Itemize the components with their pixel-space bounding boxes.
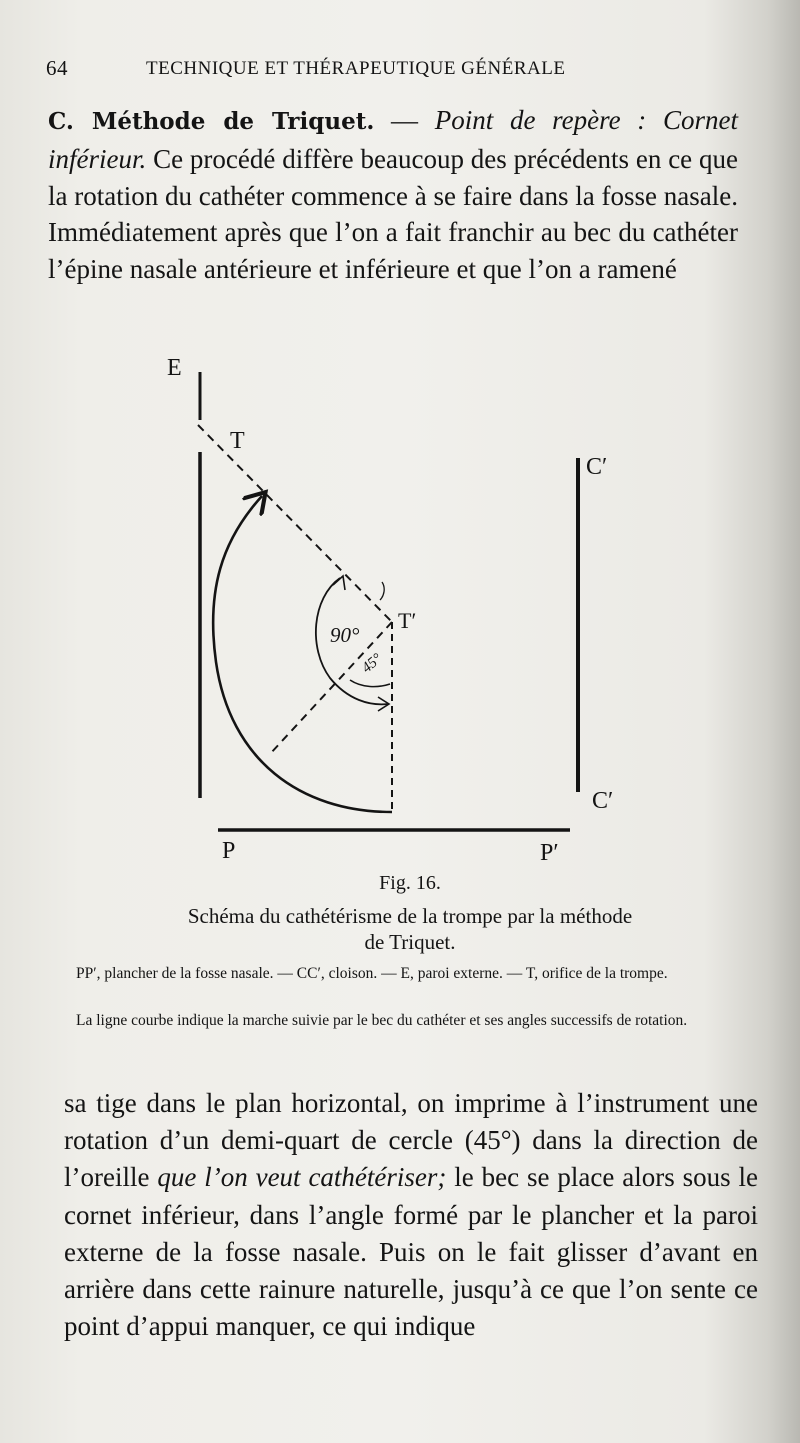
running-title: TECHNIQUE ET THÉRAPEUTIQUE GÉNÉRALE (146, 58, 566, 79)
catheter-path-arc (213, 496, 392, 812)
angle-45-arc (350, 680, 390, 687)
paragraph-continuation (64, 1085, 758, 1345)
label-T-prime: T′ (398, 608, 417, 633)
continuation-text-b: le bec se place alors sous le cornet inférieur, dans l’angle formé par le plancher et la paroi externe de la fosse nasale. Puis on le fait glisser d’avant en arrière dans cette rainure naturelle, jusqu’à ce que l’on sente ce point d’appui manquer, ce qui indique (64, 1162, 758, 1342)
continuation-italic: que l’on veut cathétériser; (157, 1162, 447, 1193)
figure-title (60, 903, 760, 955)
figure-legend-abbreviations (62, 964, 764, 983)
label-C-prime-bottom: C′ (592, 788, 614, 814)
figure-legend-explanation (62, 1011, 764, 1030)
legend-line-1: PP′, plancher de la fosse nasale. — CC′, cloison. — E, paroi externe. — T, orifice de la trompe. (76, 965, 668, 982)
figure-number: Fig. 16. (379, 872, 441, 894)
label-P-prime: P′ (540, 840, 559, 866)
figure-title-line-1: Schéma du cathétérisme de la trompe par la méthode (187, 904, 633, 928)
label-P: P (222, 838, 236, 864)
label-angle-45: 45° (358, 650, 386, 677)
page-number: 64 (46, 56, 68, 80)
figure-title-line-2: de Triquet. (364, 930, 456, 954)
label-angle-90: 90° (330, 623, 360, 647)
continuation-text-a: sa tige dans le plan horizontal, on imprime à l’instrument une rotation d’un demi-quart de cercle (45°) dans la direction de l’oreille (64, 1088, 758, 1193)
label-T: T (230, 428, 245, 454)
section-label: C. Méthode de Triquet. (48, 108, 375, 135)
legend-line-2: La ligne courbe indique la marche suivie par le bec du cathéter et ses angles successifs de rotation. (76, 1012, 688, 1029)
italic-lead: Point de repère : Cornet inférieur. (48, 105, 738, 174)
dashed-90-line (198, 425, 392, 622)
label-E: E (167, 355, 182, 381)
em-dash: — (374, 105, 435, 135)
label-C-prime-top: C′ (586, 454, 608, 480)
paragraph-text: Ce procédé diffère beaucoup des précédents en ce que la rotation du cathéter commence à se faire dans la fosse nasale. Immédiatement après que l’on a fait franchir au bec du cathéter l’épine nasale antérieure et inférieure et que l’on a ramené (48, 143, 738, 285)
small-tick (380, 582, 384, 600)
